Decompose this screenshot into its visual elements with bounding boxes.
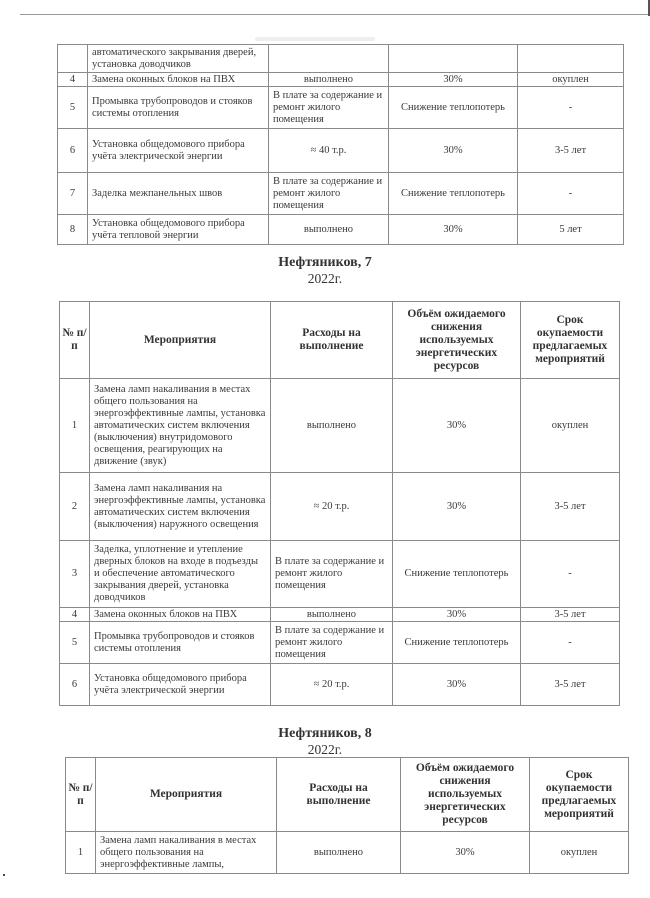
activity-cell: Заделка межпанельных швов [88, 173, 269, 215]
column-header-payback: Срок окупаемости предлагаемых мероприятий [530, 758, 629, 832]
payback-cell: окуплен [518, 73, 624, 87]
volume-cell: Снижение теплопотерь [393, 622, 521, 664]
column-header-num: № п/п [60, 302, 90, 379]
row-number: 8 [58, 215, 88, 245]
payback-cell: - [521, 541, 620, 608]
table-row [60, 622, 620, 664]
table-row [58, 87, 624, 129]
cost-cell: В плате за содержание и ремонт жилого помещения [269, 173, 389, 215]
volume-cell: 30% [389, 129, 518, 173]
column-header-cost: Расходы на выполнение [277, 758, 401, 832]
row-number: 5 [58, 87, 88, 129]
measures-table-continued [57, 44, 624, 245]
column-header-activity: Мероприятия [96, 758, 277, 832]
volume-cell: 30% [393, 608, 521, 622]
cost-cell: ≈ 40 т.р. [269, 129, 389, 173]
activity-cell: Замена оконных блоков на ПВХ [88, 73, 269, 87]
activity-cell: автоматического закрывания дверей, установка доводчиков [88, 45, 269, 73]
row-number: 4 [60, 608, 90, 622]
table-header-row [60, 302, 620, 379]
payback-cell: 3-5 лет [521, 664, 620, 706]
cost-cell: В плате за содержание и ремонт жилого помещения [269, 87, 389, 129]
section-heading [0, 255, 650, 286]
row-number: 4 [58, 73, 88, 87]
volume-cell [389, 45, 518, 73]
table-header-row [66, 758, 629, 832]
cost-cell: выполнено [269, 215, 389, 245]
column-header-payback: Срок окупаемости предлагаемых мероприятий [521, 302, 620, 379]
payback-cell: 3-5 лет [521, 608, 620, 622]
table-row [60, 541, 620, 608]
volume-cell: 30% [393, 664, 521, 706]
table-row [58, 73, 624, 87]
cost-cell: В плате за содержание и ремонт жилого помещения [271, 622, 393, 664]
payback-cell: - [518, 87, 624, 129]
payback-cell: 5 лет [518, 215, 624, 245]
row-number: 5 [60, 622, 90, 664]
cost-cell [269, 45, 389, 73]
volume-cell: Снижение теплопотерь [393, 541, 521, 608]
volume-cell: Снижение теплопотерь [389, 173, 518, 215]
table-row [60, 473, 620, 541]
column-header-volume: Объём ожидаемого снижения используемых энергетических ресурсов [393, 302, 521, 379]
activity-cell: Замена ламп накаливания в местах общего пользования на энергоэффективные лампы, установка автоматических систем включения (выключения) внутридомового освещения, реагирующих на движение (звук) [90, 379, 271, 473]
row-number: 1 [66, 832, 96, 874]
row-number: 1 [60, 379, 90, 473]
volume-cell: Снижение теплопотерь [389, 87, 518, 129]
row-number: 2 [60, 473, 90, 541]
cost-cell: выполнено [277, 832, 401, 874]
section-address: Нефтяников, 7 [278, 255, 372, 270]
volume-cell: 30% [393, 379, 521, 473]
measures-table-neftyanikov-7 [59, 301, 620, 706]
cost-cell: выполнено [271, 608, 393, 622]
payback-cell: 3-5 лет [518, 129, 624, 173]
section-year: 2022г. [307, 271, 343, 286]
activity-cell: Установка общедомового прибора учёта электрической энергии [90, 664, 271, 706]
section-address: Нефтяников, 8 [278, 726, 372, 741]
payback-cell [518, 45, 624, 73]
scan-artifact [255, 37, 375, 41]
activity-cell: Установка общедомового прибора учёта тепловой энергии [88, 215, 269, 245]
payback-cell: окуплен [521, 379, 620, 473]
volume-cell: 30% [389, 73, 518, 87]
page-edge-line [20, 14, 650, 15]
payback-cell: - [521, 622, 620, 664]
activity-cell: Установка общедомового прибора учёта электрической энергии [88, 129, 269, 173]
row-number: 3 [60, 541, 90, 608]
table-row [66, 832, 629, 874]
table-row [58, 173, 624, 215]
cost-cell: выполнено [271, 379, 393, 473]
measures-table-neftyanikov-8 [65, 757, 629, 874]
section-heading [0, 726, 650, 757]
activity-cell: Замена ламп накаливания на энергоэффективные лампы, установка автоматических систем включения (выключения) наружного освещения [90, 473, 271, 541]
column-header-num: № п/п [66, 758, 96, 832]
row-number: 6 [58, 129, 88, 173]
table-row [60, 664, 620, 706]
volume-cell: 30% [389, 215, 518, 245]
column-header-cost: Расходы на выполнение [271, 302, 393, 379]
column-header-activity: Мероприятия [90, 302, 271, 379]
payback-cell: - [518, 173, 624, 215]
payback-cell: окуплен [530, 832, 629, 874]
cost-cell: В плате за содержание и ремонт жилого помещения [271, 541, 393, 608]
row-number: 6 [60, 664, 90, 706]
table-row [58, 215, 624, 245]
payback-cell: 3-5 лет [521, 473, 620, 541]
volume-cell: 30% [393, 473, 521, 541]
activity-cell: Замена оконных блоков на ПВХ [90, 608, 271, 622]
row-number [58, 45, 88, 73]
table-row [58, 45, 624, 73]
activity-cell: Заделка, уплотнение и утепление дверных блоков на входе в подъезды и обеспечение автоматического закрывания дверей, установка доводчиков [90, 541, 271, 608]
table-row [60, 608, 620, 622]
table-row [58, 129, 624, 173]
section-year: 2022г. [307, 742, 343, 757]
activity-cell: Промывка трубопроводов и стояков системы отопления [88, 87, 269, 129]
row-number: 7 [58, 173, 88, 215]
column-header-volume: Объём ожидаемого снижения используемых энергетических ресурсов [401, 758, 530, 832]
activity-cell: Промывка трубопроводов и стояков системы отопления [90, 622, 271, 664]
cost-cell: выполнено [269, 73, 389, 87]
cost-cell: ≈ 20 т.р. [271, 473, 393, 541]
volume-cell: 30% [401, 832, 530, 874]
cost-cell: ≈ 20 т.р. [271, 664, 393, 706]
scan-dot [3, 874, 5, 876]
activity-cell: Замена ламп накаливания в местах общего пользования на энергоэффективные лампы, [96, 832, 277, 874]
table-row [60, 379, 620, 473]
